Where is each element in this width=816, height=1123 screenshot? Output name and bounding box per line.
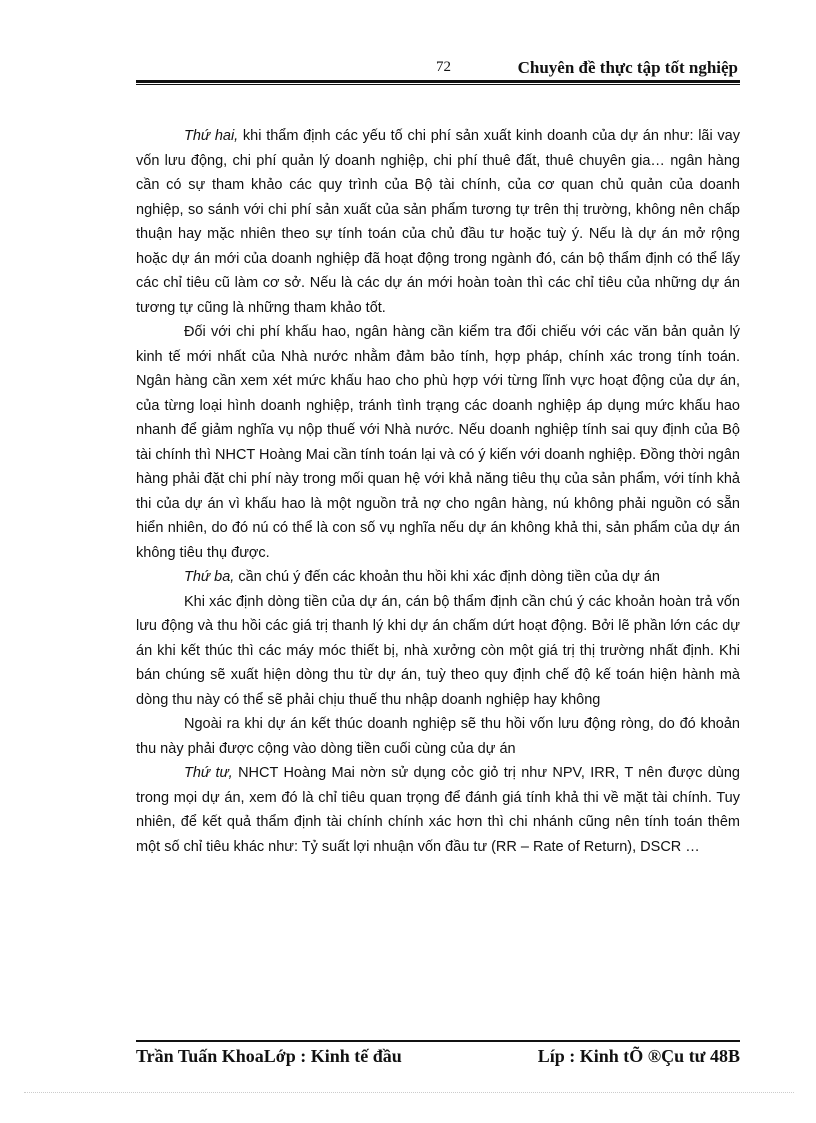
paragraph-khau-hao bbox=[136, 320, 740, 565]
paragraph-text: Ngoài ra khi dự án kết thúc doanh nghiệp sẽ thu hồi vốn lưu động ròng, do đó khoản thu này phải được cộng vào dòng tiền cuối cùng của dự án bbox=[136, 716, 740, 757]
page-edge-divider bbox=[24, 1092, 794, 1093]
paragraph-lead: Thứ hai, bbox=[184, 128, 239, 144]
paragraph-dong-tien bbox=[136, 590, 740, 713]
header-title: Chuyên đề thực tập tốt nghiệp bbox=[517, 58, 738, 77]
header-rule bbox=[136, 80, 740, 83]
paragraph-lead: Thứ ba, bbox=[184, 569, 235, 585]
header-rule-thin bbox=[136, 84, 740, 85]
paragraph-thu-tu bbox=[136, 761, 740, 859]
paragraph-von-luu-dong bbox=[136, 712, 740, 761]
paragraph-text: khi thẩm định các yếu tố chi phí sản xuất kinh doanh của dự án như: lãi vay vốn lưu động, chi phí quản lý doanh nghiệp, chi phí thuê đất, thuê chuyên gia… ngân hàng cần có sự tham khảo các quy trình của Bộ tài chính, của cơ quan chủ quản của doanh nghiệp, so sánh với chi phí sản xuất của sản phẩm tương tự trên thị trường, không nên chấp thuận hay mặc nhiên theo sự tính toán của chủ đầu tư hoặc tuỳ ý. Nếu là dự án mở rộng hoặc dự án mới của doanh nghiệp đã hoạt động trong ngành đó, cán bộ thẩm định có thể lấy các chỉ tiêu cũ làm cơ sở. Nếu là các dự án mới hoàn toàn thì các chỉ tiêu của những dự án tương tự cũng là những tham khảo tốt. bbox=[136, 128, 740, 316]
footer-class: Líp : Kinh tÕ ®Çu tư 48B bbox=[537, 1046, 740, 1066]
footer-rule bbox=[136, 1040, 740, 1042]
paragraph-thu-ba bbox=[136, 565, 740, 590]
paragraph-lead: Thứ tư, bbox=[184, 765, 233, 781]
document-body bbox=[136, 124, 740, 859]
page-header bbox=[136, 56, 740, 82]
paragraph-text: Đối với chi phí khấu hao, ngân hàng cần kiểm tra đối chiếu với các văn bản quản lý kinh tế mới nhất của Nhà nước nhằm đảm bảo tính, hợp pháp, chính xác trong tính toán. Ngân hàng cần xem xét mức khấu hao cho phù hợp với từng lĩnh vực hoạt động của dự án, của từng loại hình doanh nghiệp, tránh tình trạng các doanh nghiệp áp dụng mức khấu hao nhanh để giảm nghĩa vụ nộp thuế với Nhà nước. Nếu doanh nghiệp tính sai quy định của Bộ tài chính thì NHCT Hoàng Mai cần tính toán lại và có ý kiến với doanh nghiệp. Đồng thời ngân hàng phải đặt chi phí này trong mối quan hệ với khả năng tiêu thụ của sản phẩm, với tính khả thi của dự án vì khấu hao là một nguồn trả nợ cho ngân hàng, nú không phải nguồn có sẵn hiển nhiên, do đó nú có thể là con số vụ nghĩa nếu dự án không khả thi, sản phẩm của dự án không tiêu thụ được. bbox=[136, 324, 740, 561]
paragraph-text: cần chú ý đến các khoản thu hồi khi xác định dòng tiền của dự án bbox=[234, 569, 660, 585]
paragraph-text: Khi xác định dòng tiền của dự án, cán bộ thẩm định cần chú ý các khoản hoàn trả vốn lưu động và thu hồi các giá trị thanh lý khi dự án chấm dứt hoạt động. Bởi lẽ phần lớn các dự án khi kết thúc thì các máy móc thiết bị, nhà xưởng còn một giá trị thị trường nhất định. Khi bán chúng sẽ xuất hiện dòng thu từ dự án, tuỳ theo quy định chế độ kế toán hiện hành mà dòng thu này có thể sẽ phải chịu thuế thu nhập doanh nghiệp hay không bbox=[136, 593, 740, 708]
paragraph-thu-hai bbox=[136, 124, 740, 320]
page-footer bbox=[136, 1046, 740, 1072]
paragraph-text: NHCT Hoàng Mai nờn sử dụng cỏc giỏ trị như NPV, IRR, T nên được dùng trong mọi dự án, xem đó là chỉ tiêu quan trọng để đánh giá tính khả thi về mặt tài chính. Tuy nhiên, để kết quả thẩm định tài chính chính xác hơn thì chi nhánh cũng nên tính toán thêm một số chỉ tiêu khác như: Tỷ suất lợi nhuận vốn đầu tư (RR – Rate of Return), DSCR … bbox=[136, 765, 741, 855]
page-number: 72 bbox=[436, 59, 451, 75]
footer-author: Trần Tuấn KhoaLớp : Kinh tế đầu bbox=[136, 1046, 402, 1066]
